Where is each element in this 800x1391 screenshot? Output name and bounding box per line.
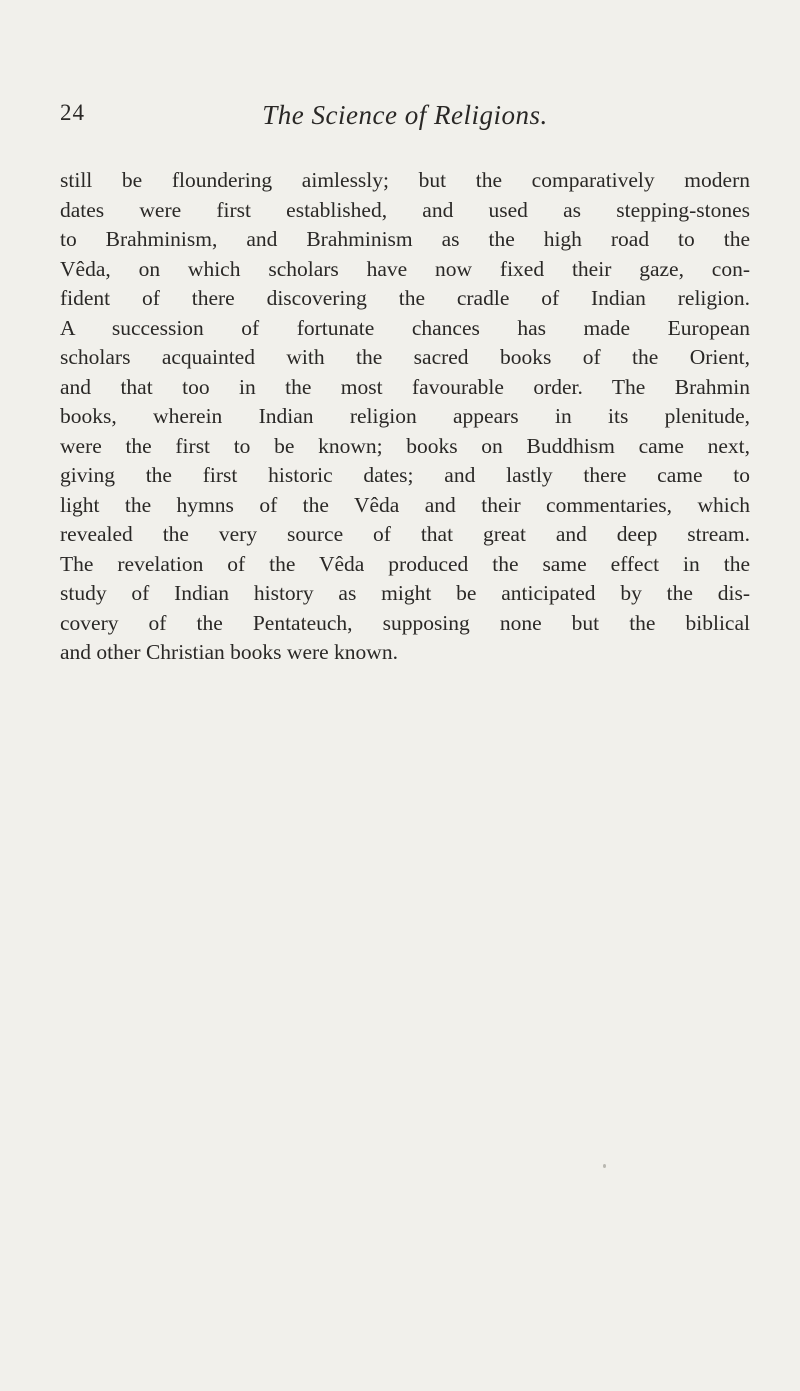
running-title: The Science of Religions. bbox=[262, 100, 548, 130]
text-line: to Brahminism, and Brahminism as the high road to the bbox=[60, 227, 750, 251]
text-line: A succession of fortunate chances has made European bbox=[60, 315, 750, 340]
text-line: light the hymns of the Vêda and their commentaries, which bbox=[60, 492, 750, 517]
body-paragraph bbox=[60, 166, 750, 668]
text-line: scholars acquainted with the sacred books of the Orient, bbox=[60, 345, 750, 369]
text-line: covery of the Pentateuch, supposing none but the biblical bbox=[60, 610, 750, 635]
text-line: still be floundering aimlessly; but the comparatively modern bbox=[60, 168, 750, 192]
text-line: fident of there discovering the cradle of Indian religion. bbox=[60, 286, 750, 310]
page-number: 24 bbox=[60, 100, 85, 125]
text-line: books, wherein Indian religion appears in its plenitude, bbox=[60, 404, 750, 428]
text-line: dates were first established, and used as stepping-stones bbox=[60, 197, 750, 222]
running-head bbox=[60, 100, 750, 140]
text-line: giving the first historic dates; and lastly there came to bbox=[60, 463, 750, 487]
paper-speck bbox=[603, 1164, 606, 1168]
text-line: Vêda, on which scholars have now fixed their gaze, con- bbox=[60, 256, 750, 281]
text-line: and that too in the most favourable order. The Brahmin bbox=[60, 374, 750, 399]
text-line: study of Indian history as might be anticipated by the dis- bbox=[60, 581, 750, 605]
text-line: and other Christian books were known. bbox=[60, 640, 398, 664]
text-line: The revelation of the Vêda produced the same effect in the bbox=[60, 551, 750, 576]
text-line: revealed the very source of that great and deep stream. bbox=[60, 522, 750, 546]
text-line: were the first to be known; books on Buddhism came next, bbox=[60, 433, 750, 458]
